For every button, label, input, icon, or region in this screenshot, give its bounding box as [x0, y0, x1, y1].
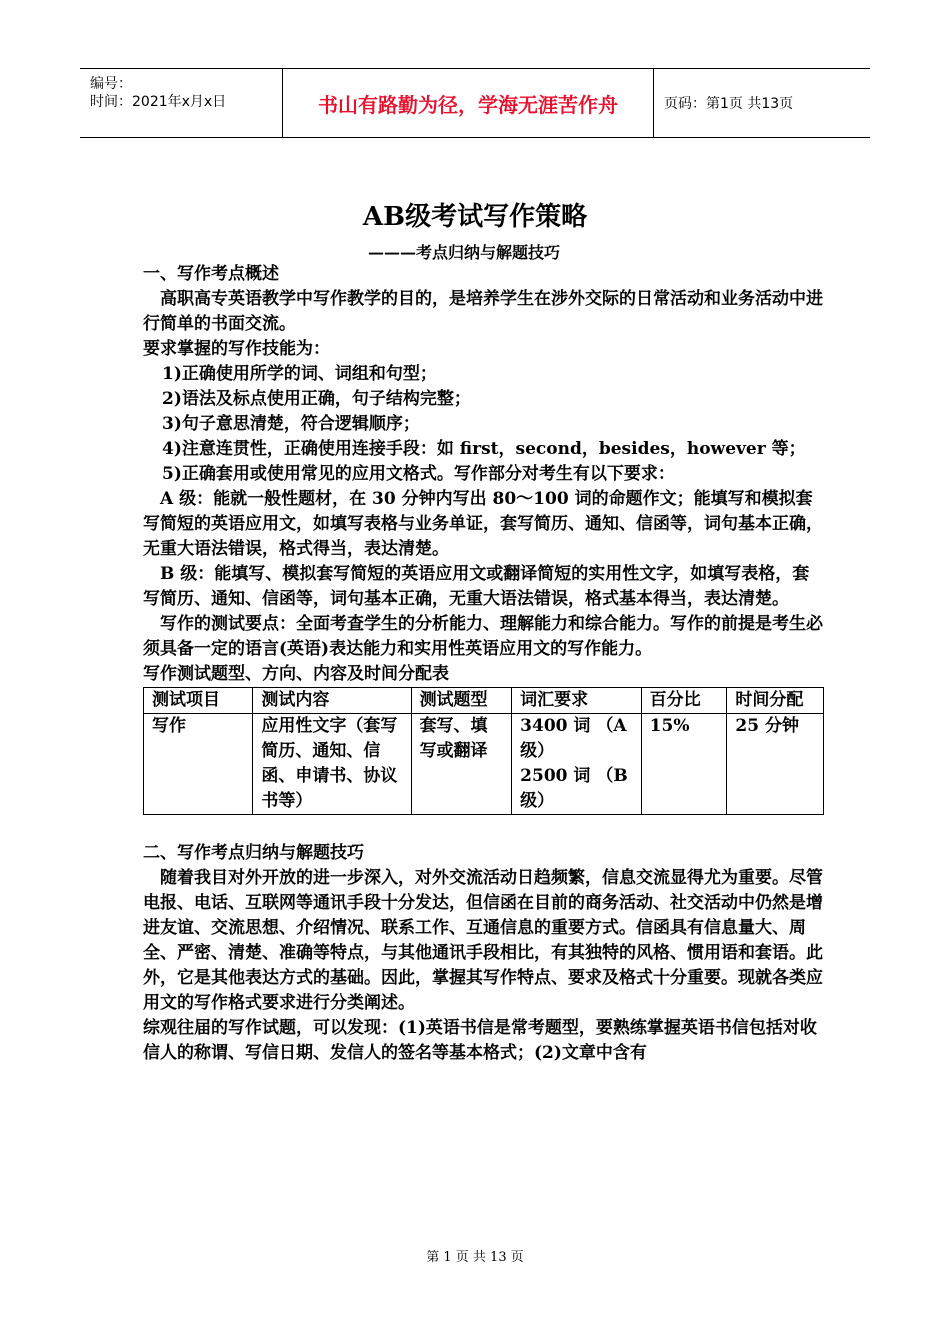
skill-item: 1)正确使用所学的词、词组和句型；: [162, 364, 437, 384]
table-header-cell: 词汇要求: [512, 688, 641, 714]
document-title: AB级考试写作策略: [362, 202, 588, 232]
table-header-cell: 测试题型: [411, 688, 512, 714]
cell-item: 写作: [144, 714, 253, 815]
table-header-cell: 时间分配: [727, 688, 824, 714]
document-body: [143, 262, 825, 1066]
skill-item: 4)注意连贯性，正确使用连接手段：如 first，second，besides，however 等；: [162, 439, 806, 459]
level-a-requirement: A 级：能就一般性题材，在 30 分钟内写出 80～100 词的命题作文；能填写和模拟套写简短的英语应用文，如填写表格与业务单证，套写简历、通知、信函等，词句基本正确，无重大语法错误，格式得当，表达清楚。: [143, 489, 823, 559]
header-meta: [80, 69, 283, 137]
skill-item: 3)句子意思清楚，符合逻辑顺序；: [162, 414, 420, 434]
skill-item: 5)正确套用或使用常见的应用文格式。写作部分对考生有以下要求：: [162, 464, 675, 484]
allocation-table: [143, 687, 824, 815]
section2-heading: 二、写作考点归纳与解题技巧: [143, 843, 364, 863]
page-header: [80, 68, 870, 138]
vocab-level-a: 3400 词 （A 级）: [520, 716, 627, 761]
section1-heading: 一、写作考点概述: [143, 264, 279, 284]
cell-content: 应用性文字（套写简历、通知、信函、申请书、协议书等）: [253, 714, 411, 815]
table-row: [144, 714, 824, 815]
table-title: 写作测试题型、方向、内容及时间分配表: [143, 664, 449, 684]
level-b-requirement: B 级：能填写、模拟套写简短的英语应用文或翻译简短的实用性文字，如填写表格，套写简历、通知、信函等，词句基本正确，无重大语法错误，格式基本得当，表达清楚。: [143, 564, 810, 609]
cell-vocab: [512, 714, 641, 815]
table-header-row: [144, 688, 824, 714]
document-date-label: 时间：2021年x月x日: [90, 94, 227, 110]
cell-type: 套写、填写或翻译: [411, 714, 512, 815]
document-subtitle: ———考点归纳与解题技巧: [368, 243, 561, 262]
cell-percent: 15%: [641, 714, 727, 815]
cell-time: 25 分钟: [727, 714, 824, 815]
document-number-label: 编号：: [90, 76, 132, 92]
header-page-info: 页码：第1页 共13页: [664, 96, 794, 112]
test-points: 写作的测试要点：全面考查学生的分析能力、理解能力和综合能力。写作的前提是考生必须具备一定的语言(英语)表达能力和实用性英语应用文的写作能力。: [143, 614, 823, 659]
vocab-level-b: 2500 词 （B 级）: [520, 766, 628, 811]
section2-paragraph: 随着我目对外开放的进一步深入，对外交流活动日趋频繁，信息交流显得尤为重要。尽管电报、电话、互联网等通讯手段十分发达，但信函在目前的商务活动、社交活动中仍然是增进友谊、交流思想、介绍情况、联系工作、互通信息的重要方式。信函具有信息量大、周全、严密、清楚、准确等特点，与其他通讯手段相比，有其独特的风格、惯用语和套语。此外，它是其他表达方式的基础。因此，掌握其写作特点、要求及格式十分重要。现就各类应用文的写作格式要求进行分类阐述。: [143, 868, 823, 1013]
section2-paragraph: 综观往届的写作试题，可以发现：(1)英语书信是常考题型，要熟练掌握英语书信包括对收信人的称谓、写信日期、发信人的签名等基本格式；(2)文章中含有: [143, 1018, 817, 1063]
table-header-cell: 测试项目: [144, 688, 253, 714]
skills-heading: 要求掌握的写作技能为：: [143, 339, 330, 359]
section1-intro: 高职高专英语教学中写作教学的目的，是培养学生在涉外交际的日常活动和业务活动中进行简单的书面交流。: [143, 289, 823, 334]
page-footer: 第 1 页 共 13 页: [426, 1250, 524, 1265]
table-header-cell: 百分比: [641, 688, 727, 714]
table-header-cell: 测试内容: [253, 688, 411, 714]
header-motto: 书山有路勤为径，学海无涯苦作舟: [283, 69, 654, 137]
skill-item: 2)语法及标点使用正确，句子结构完整；: [162, 389, 471, 409]
